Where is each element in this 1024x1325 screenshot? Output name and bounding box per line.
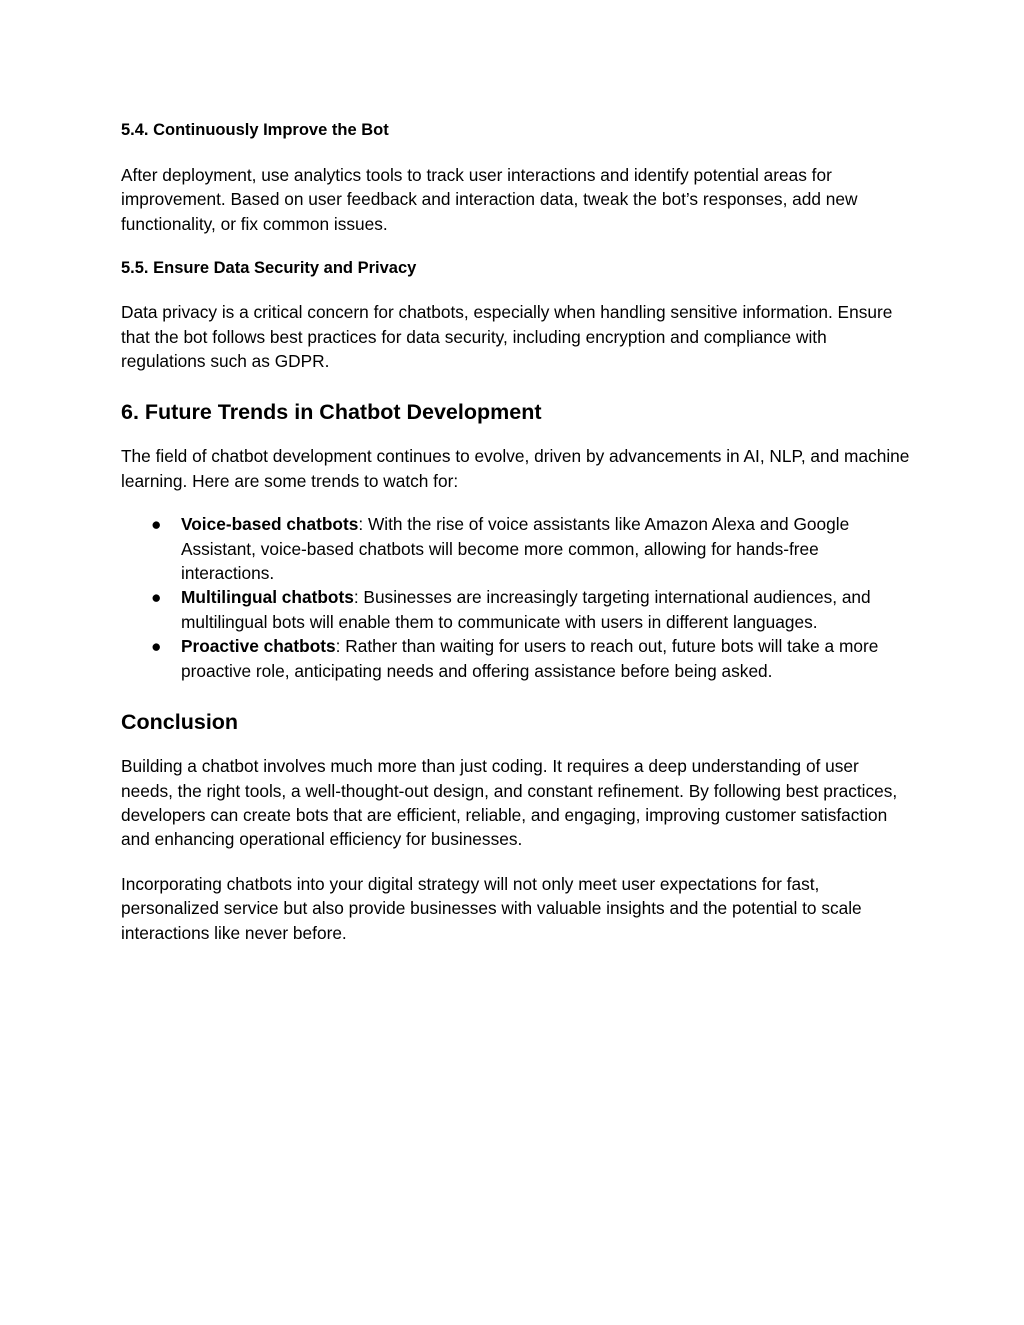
section-5-5-heading: 5.5. Ensure Data Security and Privacy	[121, 259, 417, 278]
list-item-term: Multilingual chatbots	[181, 587, 354, 608]
list-item-term: Proactive chatbots	[181, 636, 336, 657]
list-item-term: Voice-based chatbots	[181, 514, 359, 535]
section-6-heading: 6. Future Trends in Chatbot Development	[121, 400, 542, 425]
section-5-5-body: Data privacy is a critical concern for chatbots, especially when handling sensitive information. Ensure that the bot follows best practices for data security, including encryption and compliance with regulations such as GDPR.	[121, 302, 893, 372]
conclusion-heading: Conclusion	[121, 710, 239, 735]
section-5-4-body: After deployment, use analytics tools to track user interactions and identify potential areas for improvement. Based on user feedback and interaction data, tweak the bot’s responses, add new functionality, or fix common issues.	[121, 165, 858, 234]
bullet-icon: ●	[151, 587, 162, 608]
section-6-intro: The field of chatbot development continues to evolve, driven by advancements in AI, NLP, and machine learning. Here are some trends to watch for:	[121, 446, 910, 491]
section-5-4-heading: 5.4. Continuously Improve the Bot	[121, 121, 389, 139]
bullet-icon: ●	[151, 514, 162, 535]
trends-list	[121, 512, 911, 683]
list-item	[121, 634, 911, 683]
list-item-text: : With the rise of voice assistants like Amazon Alexa and Google Assistant, voice-based chatbots will become more common, allowing for hands-free interactions.	[181, 514, 850, 584]
bullet-icon: ●	[151, 636, 162, 657]
list-item	[121, 512, 911, 585]
document-page	[121, 118, 911, 945]
list-item	[121, 585, 911, 634]
list-item-text: : Rather than waiting for users to reach out, future bots will take a more proactive role, anticipating needs and offering assistance before being asked.	[181, 636, 879, 681]
conclusion-paragraph-1: Building a chatbot involves much more than just coding. It requires a deep understanding of user needs, the right tools, a well-thought-out design, and constant refinement. By following best practices, developers can create bots that are efficient, reliable, and engaging, improving customer satisfaction and enhancing operational efficiency for businesses.	[121, 756, 898, 850]
list-item-text: : Businesses are increasingly targeting international audiences, and multilingual bots will enable them to communicate with users in different languages.	[181, 587, 871, 632]
conclusion-paragraph-2: Incorporating chatbots into your digital strategy will not only meet user expectations for fast, personalized service but also provide businesses with valuable insights and the potential to scale interactions like never before.	[121, 873, 862, 943]
